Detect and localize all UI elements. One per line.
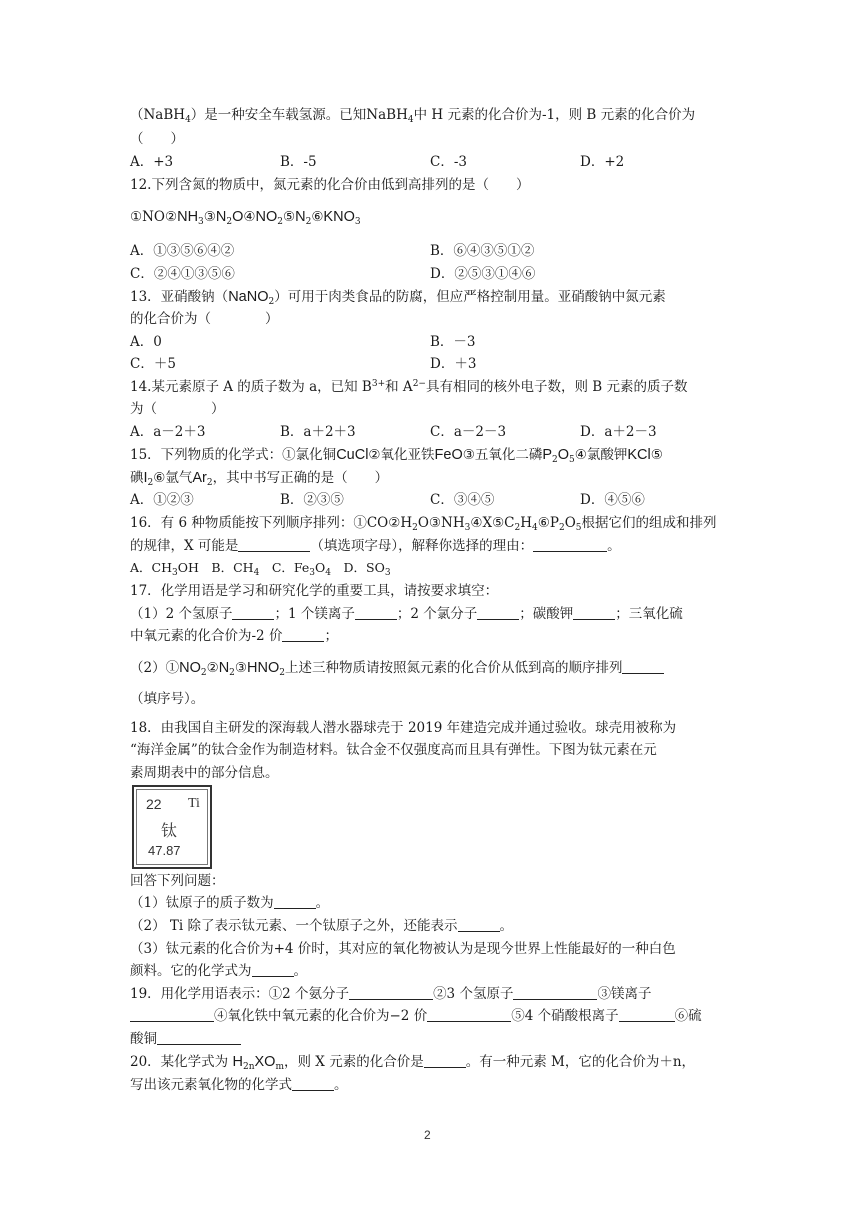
- q18-sub2: （2） Ti 除了表示钛元素、一个钛原子之外，还能表示 。: [130, 918, 513, 934]
- q16-options: A．$CH_3OH$ B．$CH_4$ C．$Fe_3O_4$ D．$SO_3$: [130, 560, 391, 578]
- q15-option-d: D．④⑤⑥: [580, 492, 645, 508]
- q12-option-c: C．②④①③⑤⑥: [130, 266, 235, 282]
- q18-blank-3[interactable]: [252, 963, 294, 977]
- q19-line2: ④氧化铁中氧元素的化合价为−2 价 ⑤4 个硝酸根离子 ⑥硫: [130, 1007, 702, 1025]
- q20-blank-2[interactable]: [292, 1077, 334, 1091]
- q15-stem-line1: 15．下列物质的化学式：①氯化铜CuCl②氧化亚铁FeO③五氧化二磷$P_2O_5④$氯酸钾KCl⑤: [130, 447, 663, 465]
- q20-blank-1[interactable]: [424, 1054, 466, 1068]
- q19-blank-5[interactable]: [619, 1008, 675, 1022]
- q12-compound-list: $①NO②NH_3③N_2O④NO_2⑤N_2⑥KNO_3$: [130, 209, 361, 227]
- q19-blank-3[interactable]: [130, 1008, 214, 1022]
- q17-blank-h[interactable]: [232, 606, 274, 620]
- q18-stem-line3: 素周期表中的部分信息。: [130, 765, 279, 781]
- q15-option-b: B．②③⑤: [280, 492, 344, 508]
- q16-stem-line2: 的规律，X 可能是 （填选项字母），解释你选择的理由： 。: [130, 538, 621, 554]
- q13-stem-line1: 13．亚硝酸钠（NaNO$_2$）可用于肉类食品的防腐，但应严格控制用量。亚硝酸钠中氮元素: [130, 289, 666, 307]
- element-name: 钛: [161, 821, 178, 840]
- q18-sub1: （1）钛原子的质子数为 。: [130, 895, 330, 911]
- q13-option-a: A．0: [130, 334, 162, 350]
- q18-stem-line1: 18．由我国自主研发的深海载人潜水器球壳于 2019 年建造完成并通过验收。球壳用被称为: [130, 720, 677, 736]
- q20-line1: 20．某化学式为 $H_{2n}XO_m$，则 X 元素的化合价是 。有一种元素 M，它的化合价为＋n，: [130, 1054, 696, 1072]
- q15-option-c: C．③④⑤: [430, 492, 495, 508]
- q18-stem-line2: “海洋金属”的钛合金作为制造材料。钛合金不仅强度高而且具有弹性。下图为钛元素在元: [130, 742, 657, 758]
- q17-part1-line1: （1）2 个氢原子 ；1 个镁离子 ；2 个氯分子 ；碳酸钾 ；三氧化硫: [130, 606, 683, 622]
- q16-blank-1[interactable]: [238, 538, 310, 552]
- q17-blank-k2co3[interactable]: [573, 606, 615, 620]
- q11-option-a: A．+3: [130, 154, 174, 170]
- q18-blank-1[interactable]: [274, 895, 316, 909]
- element-symbol: Ti: [188, 796, 200, 811]
- q18-answer-intro: 回答下列问题：: [130, 873, 225, 889]
- q12-option-d: D．②⑤③①④⑥: [430, 266, 536, 282]
- q19-blank-4[interactable]: [427, 1008, 511, 1022]
- q14-option-c: C．a－2－3: [430, 424, 507, 440]
- q20-line2: 写出该元素氧化物的化学式 。: [130, 1077, 348, 1093]
- q18-sub3-line1: （3）钛元素的化合价为+4 价时，其对应的氧化物被认为是现今世界上性能最好的一种白色: [130, 941, 676, 957]
- q19-blank-2[interactable]: [513, 986, 597, 1000]
- q19-line1: 19．用化学用语表示：①2 个氨分子 ②3 个氢原子 ③镁离子: [130, 986, 652, 1002]
- q13-option-d: D．＋3: [430, 356, 477, 372]
- q17-part1-line2: 中氧元素的化合价为-2 价 ；: [130, 628, 338, 644]
- q13-option-c: C．＋5: [130, 356, 176, 372]
- q16-stem-line1: 16．有 6 种物质能按下列顺序排列：$①CO②H_2O③NH_3④X⑤C_2H_4⑥P_2O_5$根据它们的组成和排列: [130, 515, 717, 533]
- q14-option-b: B．a＋2＋3: [280, 424, 356, 440]
- q14-stem-line1: 14.某元素原子 A 的质子数为 a，已知 $B^{3+}$和 $A^{2-}$具有相同的核外电子数，则 B 元素的质子数: [130, 379, 688, 395]
- q17-part2-line1: $(2)①NO_2②N_2③HNO_2$上述三种物质请按照氮元素的化合价从低到高的顺序排列: [130, 659, 664, 677]
- q14-option-a: A．a－2＋3: [130, 424, 206, 440]
- q17-blank-mg[interactable]: [355, 606, 397, 620]
- q17-blank-cl[interactable]: [477, 606, 519, 620]
- q18-blank-2[interactable]: [458, 918, 500, 932]
- q15-option-a: A．①②③: [130, 492, 194, 508]
- atomic-number: 22: [146, 796, 162, 812]
- q13-option-b: B．－3: [430, 334, 476, 350]
- q15-stem-line2: 碘$I_2⑥$氩气$Ar_2$，其中书写正确的是（ ）: [130, 470, 389, 488]
- q17-part2-line2: （填序号）。: [130, 691, 205, 707]
- q17-blank-order[interactable]: [622, 660, 664, 674]
- q11-option-b: B．-5: [280, 154, 317, 170]
- atomic-mass: 47.87: [148, 843, 181, 858]
- q11-paren: （ ）: [130, 131, 184, 147]
- q16-blank-2[interactable]: [533, 538, 607, 552]
- q14-stem-line2: 为（ ）: [130, 401, 225, 417]
- q12-option-a: A．①③⑤⑥④②: [130, 243, 235, 259]
- q11-option-d: D．+2: [580, 154, 625, 170]
- q18-sub3-line2: 颜料。它的化学式为 。: [130, 963, 307, 979]
- q12-option-b: B．⑥④③⑤①②: [430, 243, 535, 259]
- q17-stem: 17．化学用语是学习和研究化学的重要工具，请按要求填空：: [130, 583, 499, 599]
- q11-option-c: C．-3: [430, 154, 467, 170]
- q19-line3: 酸铜: [130, 1030, 241, 1048]
- page-number: 2: [424, 1128, 431, 1142]
- q12-stem: 12.下列含氮的物质中，氮元素的化合价由低到高排列的是（ ）: [130, 177, 530, 193]
- q13-stem-line2: 的化合价为（ ）: [130, 311, 279, 327]
- titanium-element-card: [132, 785, 212, 869]
- q17-blank-so3[interactable]: [282, 628, 324, 642]
- q19-blank-1[interactable]: [349, 986, 433, 1000]
- q14-option-d: D．a＋2－3: [580, 424, 657, 440]
- q19-blank-6[interactable]: [157, 1031, 241, 1045]
- q11-stem-line1: （NaBH$_4$）是一种安全车载氢源。已知NaBH$_4$中 H 元素的化合价为-1，则 B 元素的化合价为: [130, 107, 696, 125]
